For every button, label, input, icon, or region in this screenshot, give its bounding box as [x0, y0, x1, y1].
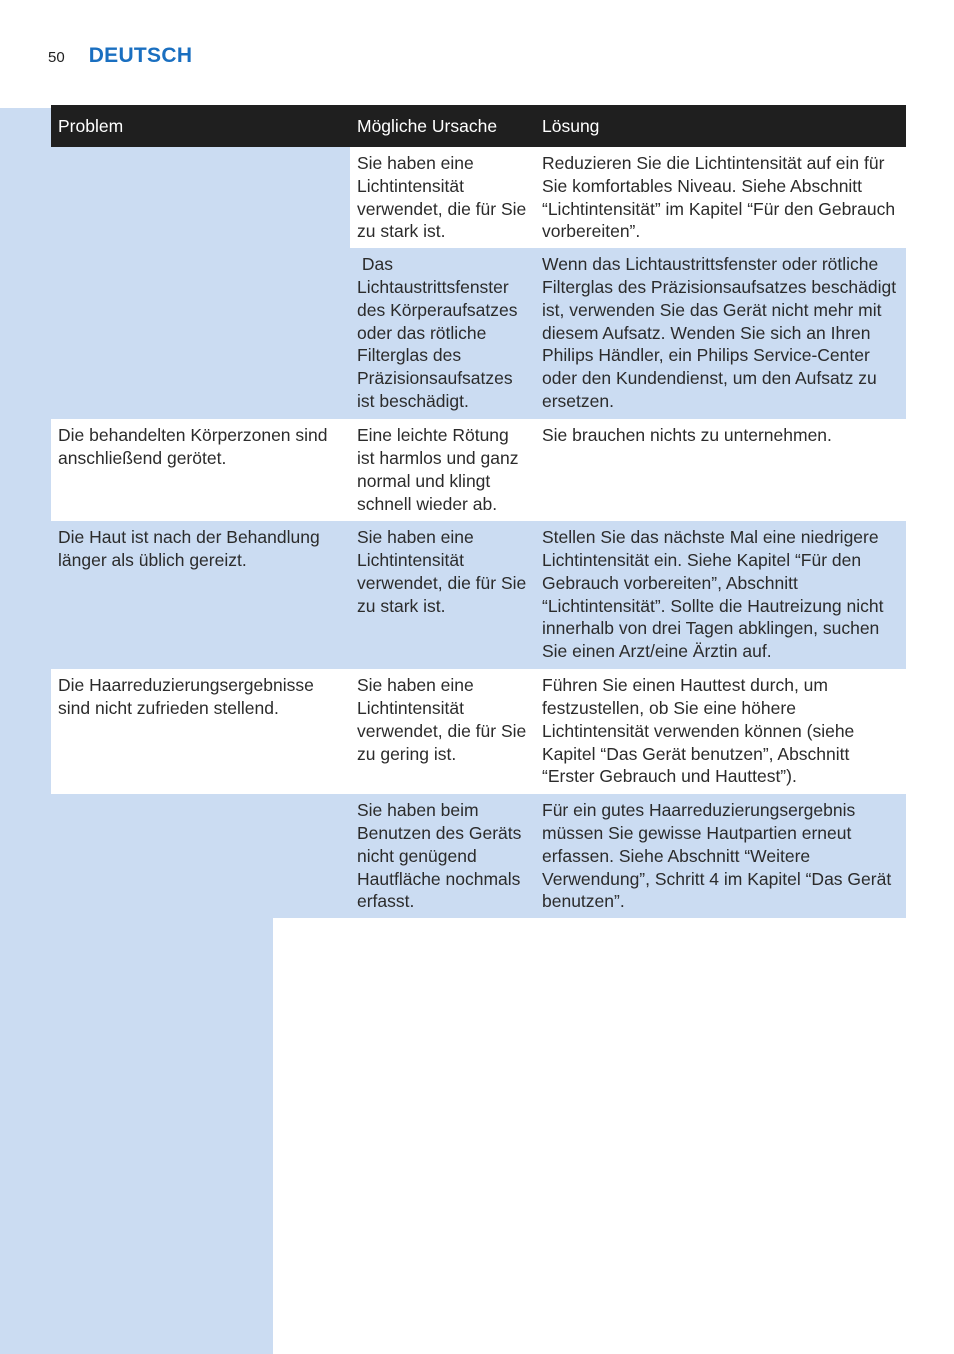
column-header-problem: Problem: [51, 105, 350, 147]
problem-cell: [51, 147, 350, 248]
table-row: [51, 794, 906, 918]
table-row: [51, 669, 906, 794]
troubleshooting-table: [51, 105, 906, 918]
table-row: [51, 419, 906, 521]
page-number: 50: [48, 49, 65, 66]
column-header-solution: Lösung: [535, 105, 906, 147]
column-header-cause: Mögliche Ursache: [350, 105, 535, 147]
solution-cell: Stellen Sie das nächste Mal eine niedrigere Lichtintensität ein. Siehe Kapitel “Für den Gebrauch vorbereiten”, Abschnitt “Lichtintensität”. Sollte die Hautreizung nicht innerhalb von drei Tagen abklingen, suchen Sie einen Arzt/eine Ärztin auf.: [535, 521, 906, 669]
problem-cell: [51, 248, 350, 419]
cause-cell: Sie haben eine Lichtintensität verwendet, die für Sie zu stark ist.: [350, 147, 535, 248]
table-row: [51, 147, 906, 248]
table-row: [51, 248, 906, 419]
page-header: [48, 44, 192, 78]
solution-cell: Reduzieren Sie die Lichtintensität auf ein für Sie komfortables Niveau. Siehe Abschnitt “Lichtintensität” im Kapitel “Für den Gebrauch vorbereiten”.: [535, 147, 906, 248]
problem-cell: Die Haut ist nach der Behandlung länger als üblich gereizt.: [51, 521, 350, 669]
cause-cell: Eine leichte Rötung ist harmlos und ganz normal und klingt schnell wieder ab.: [350, 419, 535, 521]
solution-cell: Für ein gutes Haarreduzierungsergebnis müssen Sie gewisse Hautpartien erneut erfassen. Siehe Abschnitt “Weitere Verwendung”, Schritt 4 im Kapitel “Das Gerät benutzen”.: [535, 794, 906, 918]
solution-cell: Führen Sie einen Hauttest durch, um festzustellen, ob Sie eine höhere Lichtintensität verwenden können (siehe Kapitel “Das Gerät benutzen”, Abschnitt “Erster Gebrauch und Hauttest”).: [535, 669, 906, 794]
solution-cell: Wenn das Lichtaustrittsfenster oder rötliche Filterglas des Präzisionsaufsatzes beschädigt ist, verwenden Sie das Gerät nicht mehr mit diesem Aufsatz. Wenden Sie sich an Ihren Philips Händler, ein Philips Service-Center oder den Kundendienst, um den Aufsatz zu ersetzen.: [535, 248, 906, 419]
problem-cell: Die behandelten Körperzonen sind anschließend gerötet.: [51, 419, 350, 521]
problem-cell: [51, 794, 350, 918]
cause-cell: Sie haben eine Lichtintensität verwendet, die für Sie zu gering ist.: [350, 669, 535, 794]
cause-cell: Sie haben beim Benutzen des Geräts nicht genügend Hautfläche nochmals erfasst.: [350, 794, 535, 918]
section-title: DEUTSCH: [88, 44, 193, 67]
cause-cell: Sie haben eine Lichtintensität verwendet, die für Sie zu stark ist.: [350, 521, 535, 669]
solution-cell: Sie brauchen nichts zu unternehmen.: [535, 419, 906, 521]
cause-cell: Das Lichtaustrittsfenster des Körperaufsatzes oder das rötliche Filterglas des Präzisionsaufsatzes ist beschädigt.: [350, 248, 535, 419]
table-row: [51, 521, 906, 669]
problem-cell: Die Haarreduzierungsergebnisse sind nicht zufrieden stellend.: [51, 669, 350, 794]
table-header-row: [51, 105, 906, 147]
